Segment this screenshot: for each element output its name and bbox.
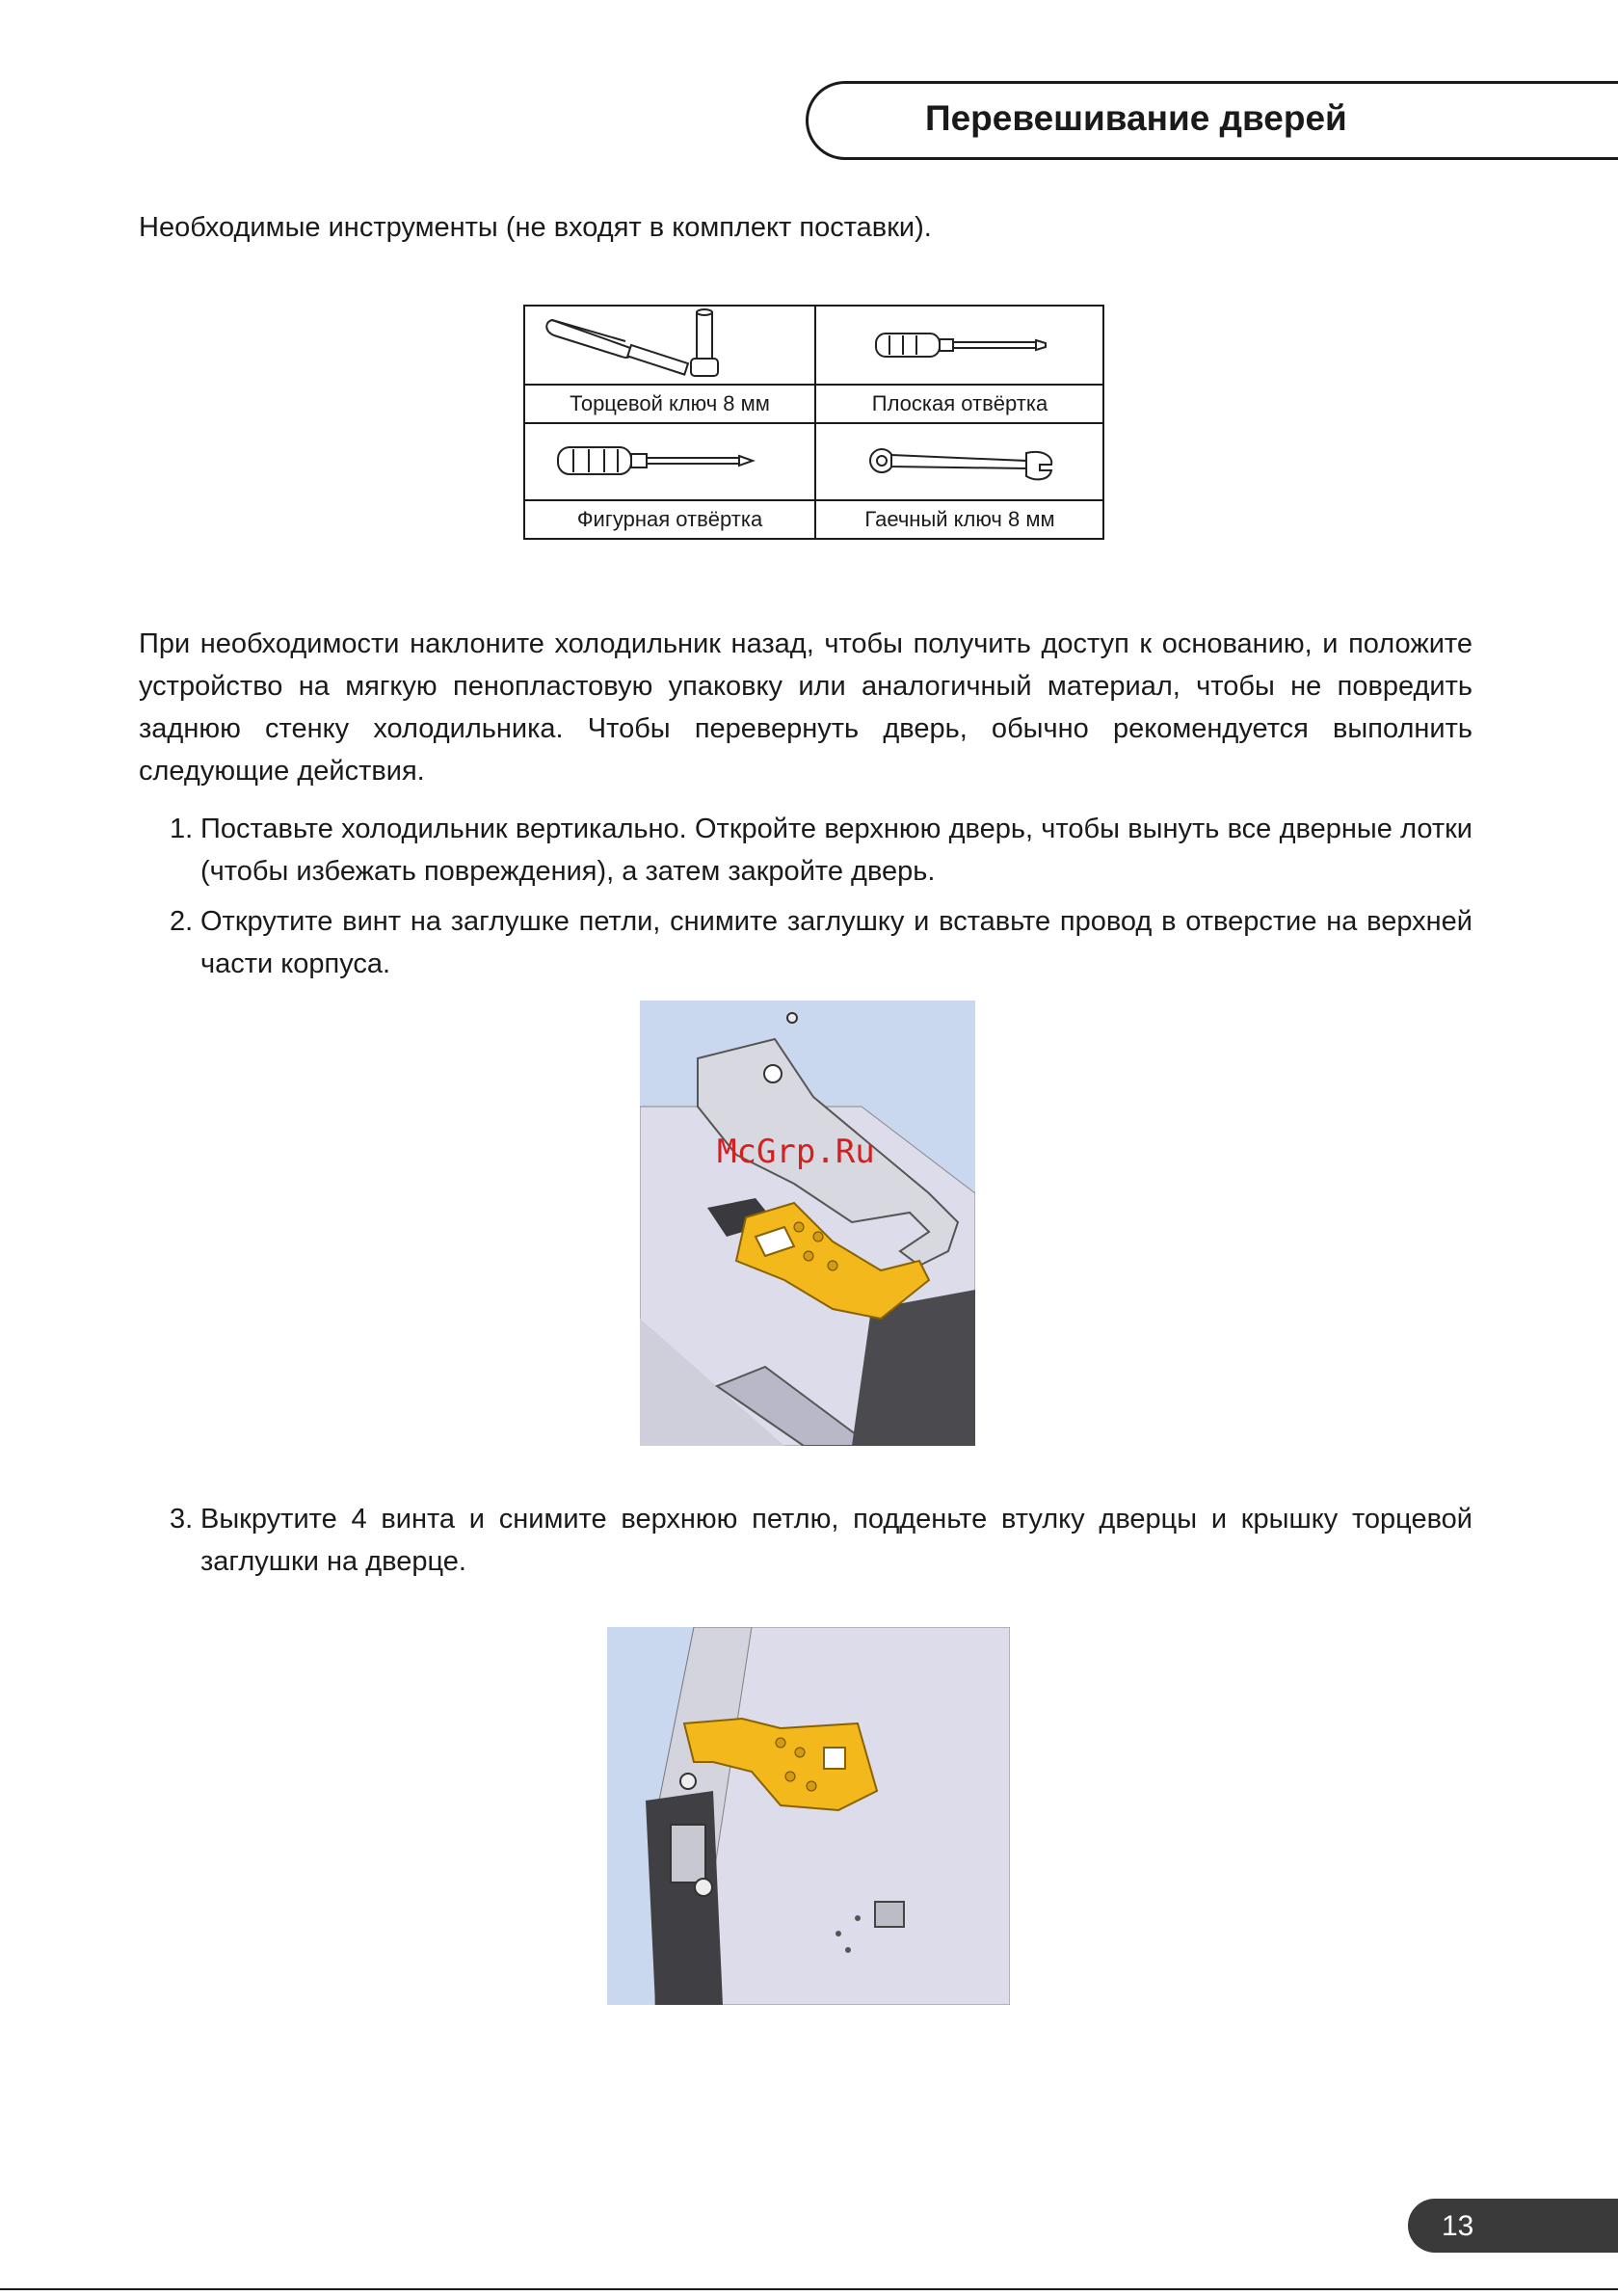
step-number: 3.	[170, 1504, 194, 1535]
step-2	[170, 900, 1472, 985]
socket-wrench-icon	[525, 307, 812, 384]
hinge-cover-illustration	[640, 1001, 975, 1446]
step-1	[170, 808, 1472, 893]
tools-intro: Необходимые инструменты (не входят в комплект поставки).	[139, 212, 932, 243]
tool-label: Торцевой ключ 8 мм	[525, 384, 814, 422]
tool-cell-phillips-screwdriver	[525, 422, 814, 538]
spanner-icon	[816, 424, 1103, 501]
watermark: McGrp.Ru	[717, 1133, 875, 1171]
top-hinge-illustration	[607, 1627, 1010, 2005]
tool-label: Гаечный ключ 8 мм	[816, 499, 1103, 538]
step-text: Открутите винт на заглушке петли, снимите заглушку и вставьте провод в отверстие на верхней части корпуса.	[200, 906, 1472, 979]
phillips-screwdriver-icon	[525, 424, 812, 501]
flat-screwdriver-icon	[816, 307, 1103, 384]
page-title: Перевешивание дверей	[925, 98, 1347, 138]
step-text: Поставьте холодильник вертикально. Откройте верхнюю дверь, чтобы вынуть все дверные лотки (чтобы избежать повреждения), а затем закройте дверь.	[200, 814, 1472, 887]
step-number: 2.	[170, 906, 194, 937]
tool-label: Фигурная отвёртка	[525, 499, 814, 538]
tool-label: Плоская отвёртка	[816, 384, 1103, 422]
tools-table	[523, 305, 1104, 540]
step-text: Выкрутите 4 винта и снимите верхнюю петлю, подденьте втулку дверцы и крышку торцевой заглушки на дверце.	[200, 1504, 1472, 1577]
bottom-divider	[0, 2288, 1618, 2290]
tool-cell-socket-wrench	[525, 307, 814, 422]
page-number-tab	[1408, 2199, 1618, 2253]
page-number: 13	[1442, 2210, 1474, 2242]
tool-cell-flat-screwdriver	[814, 307, 1103, 422]
intro-paragraph: При необходимости наклоните холодильник назад, чтобы получить доступ к основанию, и положите устройство на мягкую пенопластовую упаковку или аналогичный материал, чтобы не повредить заднюю стенку холодильника. Чтобы перевернуть дверь, обычно рекомендуется выполнить следующие действия.	[139, 628, 1472, 787]
step-3	[170, 1498, 1472, 1583]
tool-cell-spanner	[814, 422, 1103, 538]
step-number: 1.	[170, 814, 194, 844]
